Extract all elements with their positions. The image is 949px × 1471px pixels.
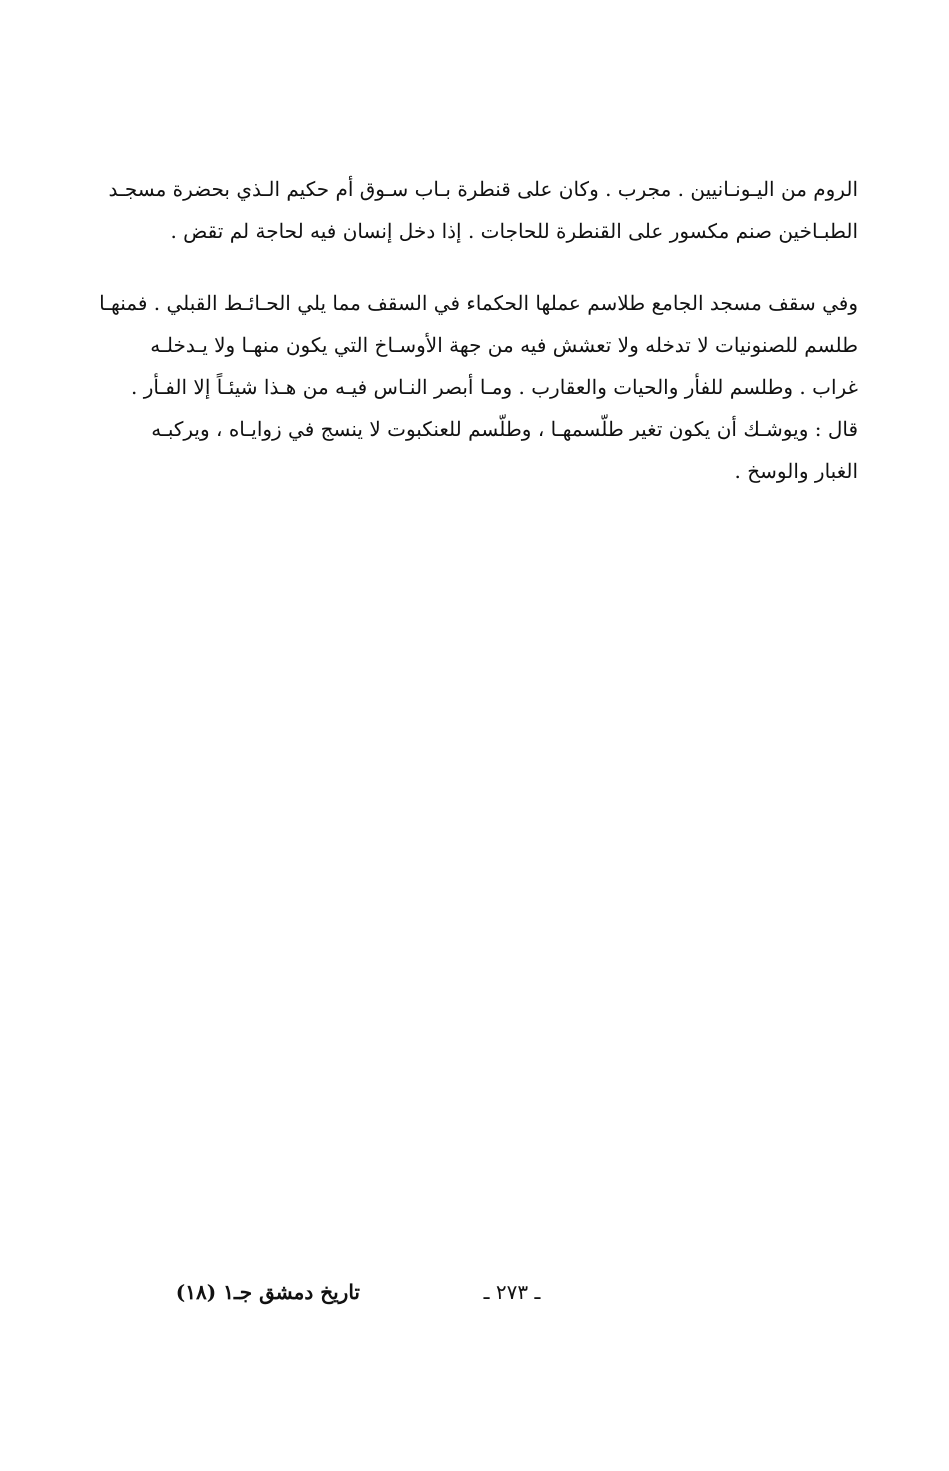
paragraph-2-line-1: وفي سقف مسجد الجامع طلاسم عملها الحكماء في السقف مما يلي الحـائـط القبلي . فمنهـا [99, 291, 858, 315]
paragraph-1-line-1: الروم من اليـونـانيين . مجرب . وكان على قنطرة بـاب سـوق أم حكيم الـذي بحضرة مسجـد [108, 177, 858, 201]
paragraph-2-line-5: الغبار والوسخ . [734, 459, 858, 483]
paragraph-2-line-2: طلسم للصنونيات لا تدخله ولا تعشش فيه من جهة الأوسـاخ التي يكون منهـا ولا يـدخلـه [150, 333, 858, 357]
paragraph-2-line-3: غراب . وطلسم للفأر والحيات والعقارب . ومـا أبصر النـاس فيـه من هـذا شيئـاً إلا الفـأر . [130, 375, 858, 399]
book-title-footer: تاريخ دمشق جـ١ (١٨) [175, 1280, 360, 1304]
paragraph-1 [108, 168, 858, 252]
paragraph-1-line-2: الطبـاخين صنم مكسور على القنطرة للحاجات . إذا دخل إنسان فيه لحاجة لم تقض . [170, 219, 858, 243]
paragraph-2-line-4: قال : ويوشـك أن يكون تغير طلّسمهـا ، وطلّسم للعنكبوت لا ينسج في زوايـاه ، ويركبـه [151, 417, 858, 441]
paragraph-2 [99, 282, 858, 492]
page-number: ـ ٢٧٣ ـ [483, 1280, 541, 1304]
